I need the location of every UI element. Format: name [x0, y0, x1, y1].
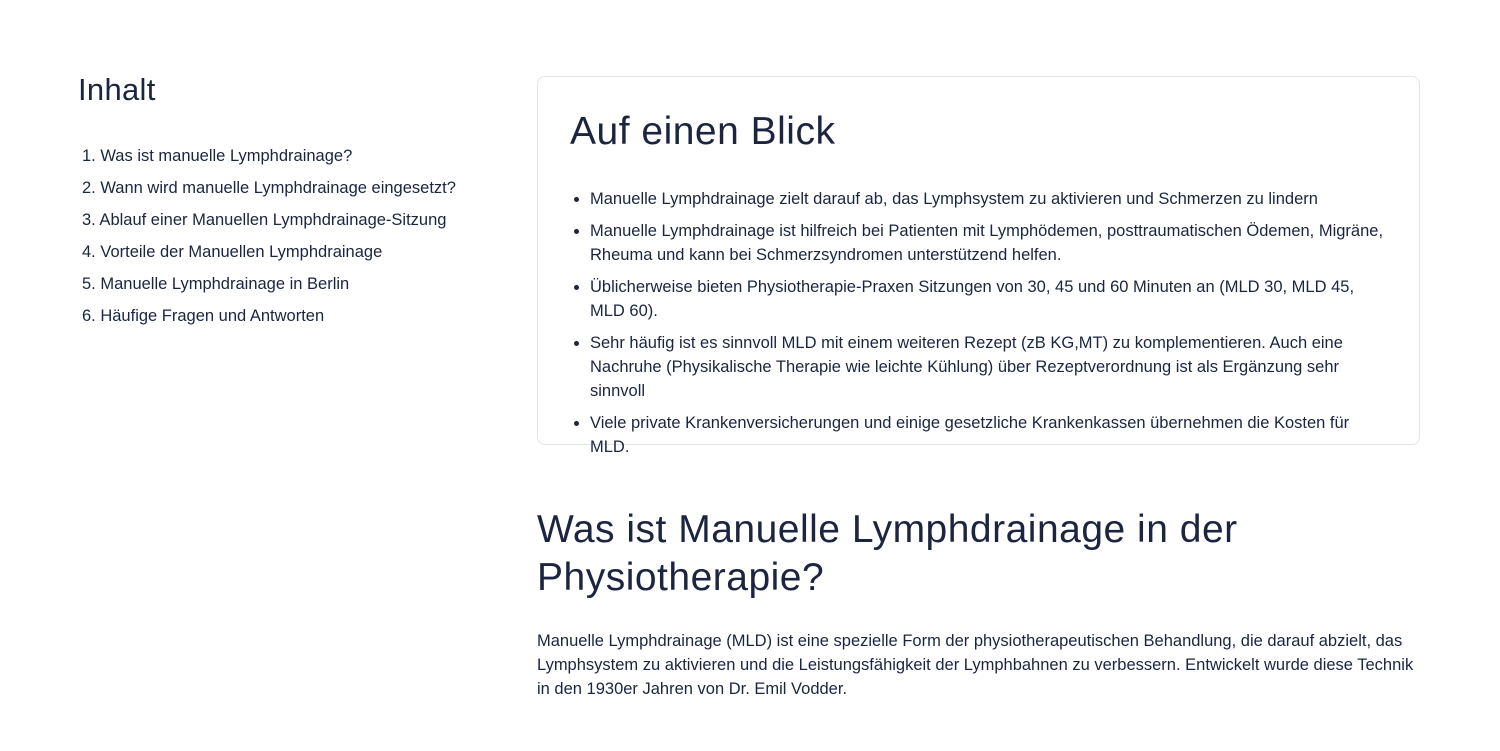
at-a-glance-box: [537, 76, 1420, 456]
toc-link-1[interactable]: 1. Was ist manuelle Lymphdrainage?: [82, 147, 353, 165]
glance-bullet: • Manuelle Lymphdrainage ist hilfreich bei Patienten mit Lymphödemen, posttraumatischen Ödemen, Migräne, Rheuma und kann bei Schmerzsyndromen unterstützend helfen.: [590, 219, 1387, 267]
table-of-contents: [78, 72, 478, 332]
toc-item: [78, 204, 478, 236]
glance-bullet: • Sehr häufig ist es sinnvoll MLD mit einem weiteren Rezept (zB KG,MT) zu komplementieren. Auch eine Nachruhe (Physikalische Therapie wie leichte Kühlung) über Rezeptverordnung ist als Ergänzung sehr sinnvoll: [590, 331, 1387, 403]
toc-link-5[interactable]: 5. Manuelle Lymphdrainage in Berlin: [82, 275, 350, 293]
glance-title: Auf einen Blick: [570, 110, 836, 153]
toc-list: [78, 140, 478, 332]
toc-title: Inhalt: [78, 72, 156, 107]
toc-item: [78, 268, 478, 300]
glance-bullet: • Viele private Krankenversicherungen und einige gesetzliche Krankenkassen übernehmen die Kosten für MLD.: [590, 411, 1387, 459]
toc-link-2[interactable]: 2. Wann wird manuelle Lymphdrainage eingesetzt?: [82, 179, 456, 197]
toc-link-6[interactable]: 6. Häufige Fragen und Antworten: [82, 307, 325, 325]
toc-item: [78, 300, 478, 332]
glance-bullet: • Üblicherweise bieten Physiotherapie-Praxen Sitzungen von 30, 45 und 60 Minuten an (MLD 30, MLD 45, MLD 60).: [590, 275, 1387, 323]
article-section: [537, 506, 1427, 701]
glance-list: [570, 187, 1387, 459]
toc-item: [78, 236, 478, 268]
section-heading: Was ist Manuelle Lymphdrainage in der Physiotherapie?: [537, 508, 1238, 599]
toc-link-4[interactable]: 4. Vorteile der Manuellen Lymphdrainage: [82, 243, 383, 261]
toc-item: [78, 172, 478, 204]
glance-bullet: • Manuelle Lymphdrainage zielt darauf ab, das Lymphsystem zu aktivieren und Schmerzen zu lindern: [590, 187, 1387, 211]
toc-item: [78, 140, 478, 172]
toc-link-3[interactable]: 3. Ablauf einer Manuellen Lymphdrainage-Sitzung: [82, 211, 447, 229]
section-paragraph: Manuelle Lymphdrainage (MLD) ist eine spezielle Form der physiotherapeutischen Behandlung, die darauf abzielt, das Lymphsystem zu aktivieren und die Leistungsfähigkeit der Lymphbahnen zu verbessern. Entwickelt wurde diese Technik in den 1930er Jahren von Dr. Emil Vodder.: [537, 632, 1414, 698]
